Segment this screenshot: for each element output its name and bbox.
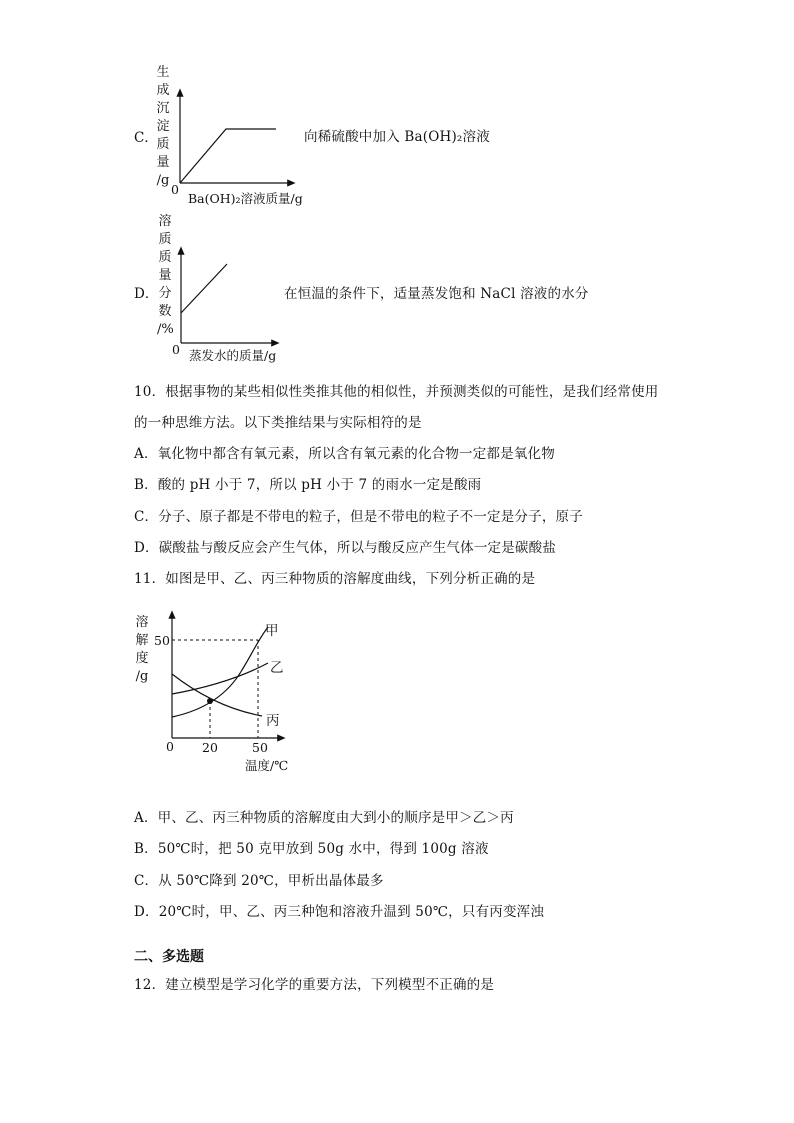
figd-x-axis-label: 蒸发水的质量/g [189, 348, 277, 363]
solubility-chart [172, 614, 282, 738]
figd-ylabel-char: 质 [158, 250, 172, 265]
figc-description: 向稀硫酸中加入 Ba(OH)₂溶液 [304, 129, 490, 145]
figc-ylabel-char: 量 [156, 155, 170, 170]
curve-bing [172, 674, 262, 716]
option-c-letter: C． [134, 130, 158, 146]
chart-ylabel-char: 解 [135, 633, 149, 648]
figd-ylabel-char: 数 [158, 304, 172, 319]
curve-yi [172, 663, 268, 694]
figd-curve [181, 264, 227, 313]
q11-option-b: B．50℃时，把 50 克甲放到 50g 水中，得到 100g 溶液 [134, 841, 489, 857]
figc-origin-label: 0 [171, 182, 179, 197]
chart-ylabel-char: 度 [135, 651, 149, 666]
chart-x-tick-50: 50 [252, 740, 268, 755]
figd-plot [181, 250, 276, 343]
figc-ylabel-char: /g [156, 173, 170, 188]
option-d-letter: D． [134, 286, 159, 302]
q10-option-a: A．氧化物中都含有氧元素，所以含有氧元素的化合物一定都是氧化物 [134, 446, 555, 462]
q10-option-d: D．碳酸盐与酸反应会产生气体，所以与酸反应产生气体一定是碳酸盐 [134, 540, 557, 556]
q11-option-c: C．从 50℃降到 20℃，甲析出晶体最多 [134, 873, 384, 889]
intersection-point [207, 698, 213, 704]
figd-origin-label: 0 [172, 342, 180, 357]
figc-x-axis-label: Ba(OH)₂溶液质量/g [188, 191, 303, 206]
figd-ylabel-char: 质 [158, 232, 172, 247]
figc-ylabel-char: 沉 [156, 101, 170, 116]
series-label-yi: 乙 [270, 660, 284, 676]
chart-ylabel-char: 溶 [135, 615, 149, 630]
figd-ylabel-char: 量 [158, 268, 172, 283]
chart-y-tick-50: 50 [154, 633, 170, 648]
series-label-bing: 丙 [266, 713, 280, 729]
q10-option-c: C．分子、原子都是不带电的粒子，但是不带电的粒子不一定是分子，原子 [134, 509, 583, 525]
figd-ylabel-char: /% [157, 322, 174, 337]
q12-stem: 12．建立模型是学习化学的重要方法，下列模型不正确的是 [134, 977, 495, 993]
figc-ylabel-char: 生 [156, 65, 170, 80]
q11-option-d: D．20℃时，甲、乙、丙三种饱和溶液升温到 50℃，只有丙变浑浊 [134, 904, 545, 920]
section-title: 二、多选题 [134, 949, 204, 965]
figc-ylabel-char: 质 [156, 137, 170, 152]
q11-option-a: A．甲、乙、丙三种物质的溶解度由大到小的顺序是甲＞乙＞丙 [134, 810, 514, 826]
q10-option-b: B．酸的 pH 小于 7，所以 pH 小于 7 的雨水一定是酸雨 [134, 477, 482, 493]
figd-ylabel-char: 溶 [158, 214, 172, 229]
chart-origin-label: 0 [166, 739, 174, 754]
figc-plot [180, 92, 292, 183]
series-label-jia: 甲 [265, 623, 279, 639]
chart-x-axis-label: 温度/℃ [245, 758, 289, 773]
chart-ylabel-char: /g [135, 669, 149, 684]
figc-ylabel-char: 淀 [156, 119, 170, 134]
figd-description: 在恒温的条件下，适量蒸发饱和 NaCl 溶液的水分 [284, 286, 589, 302]
figd-ylabel-char: 分 [158, 286, 172, 301]
q10-stem-line1: 10．根据事物的某些相似性类推其他的相似性，并预测类似的可能性，是我们经常使用 [134, 384, 659, 400]
q11-stem: 11．如图是甲、乙、丙三种物质的溶解度曲线，下列分析正确的是 [134, 571, 536, 587]
chart-x-tick-20: 20 [202, 740, 218, 755]
q10-stem-line2: 的一种思维方法。以下类推结果与实际相符的是 [134, 415, 422, 431]
figc-ylabel-char: 成 [156, 83, 170, 98]
figc-curve [180, 129, 276, 183]
